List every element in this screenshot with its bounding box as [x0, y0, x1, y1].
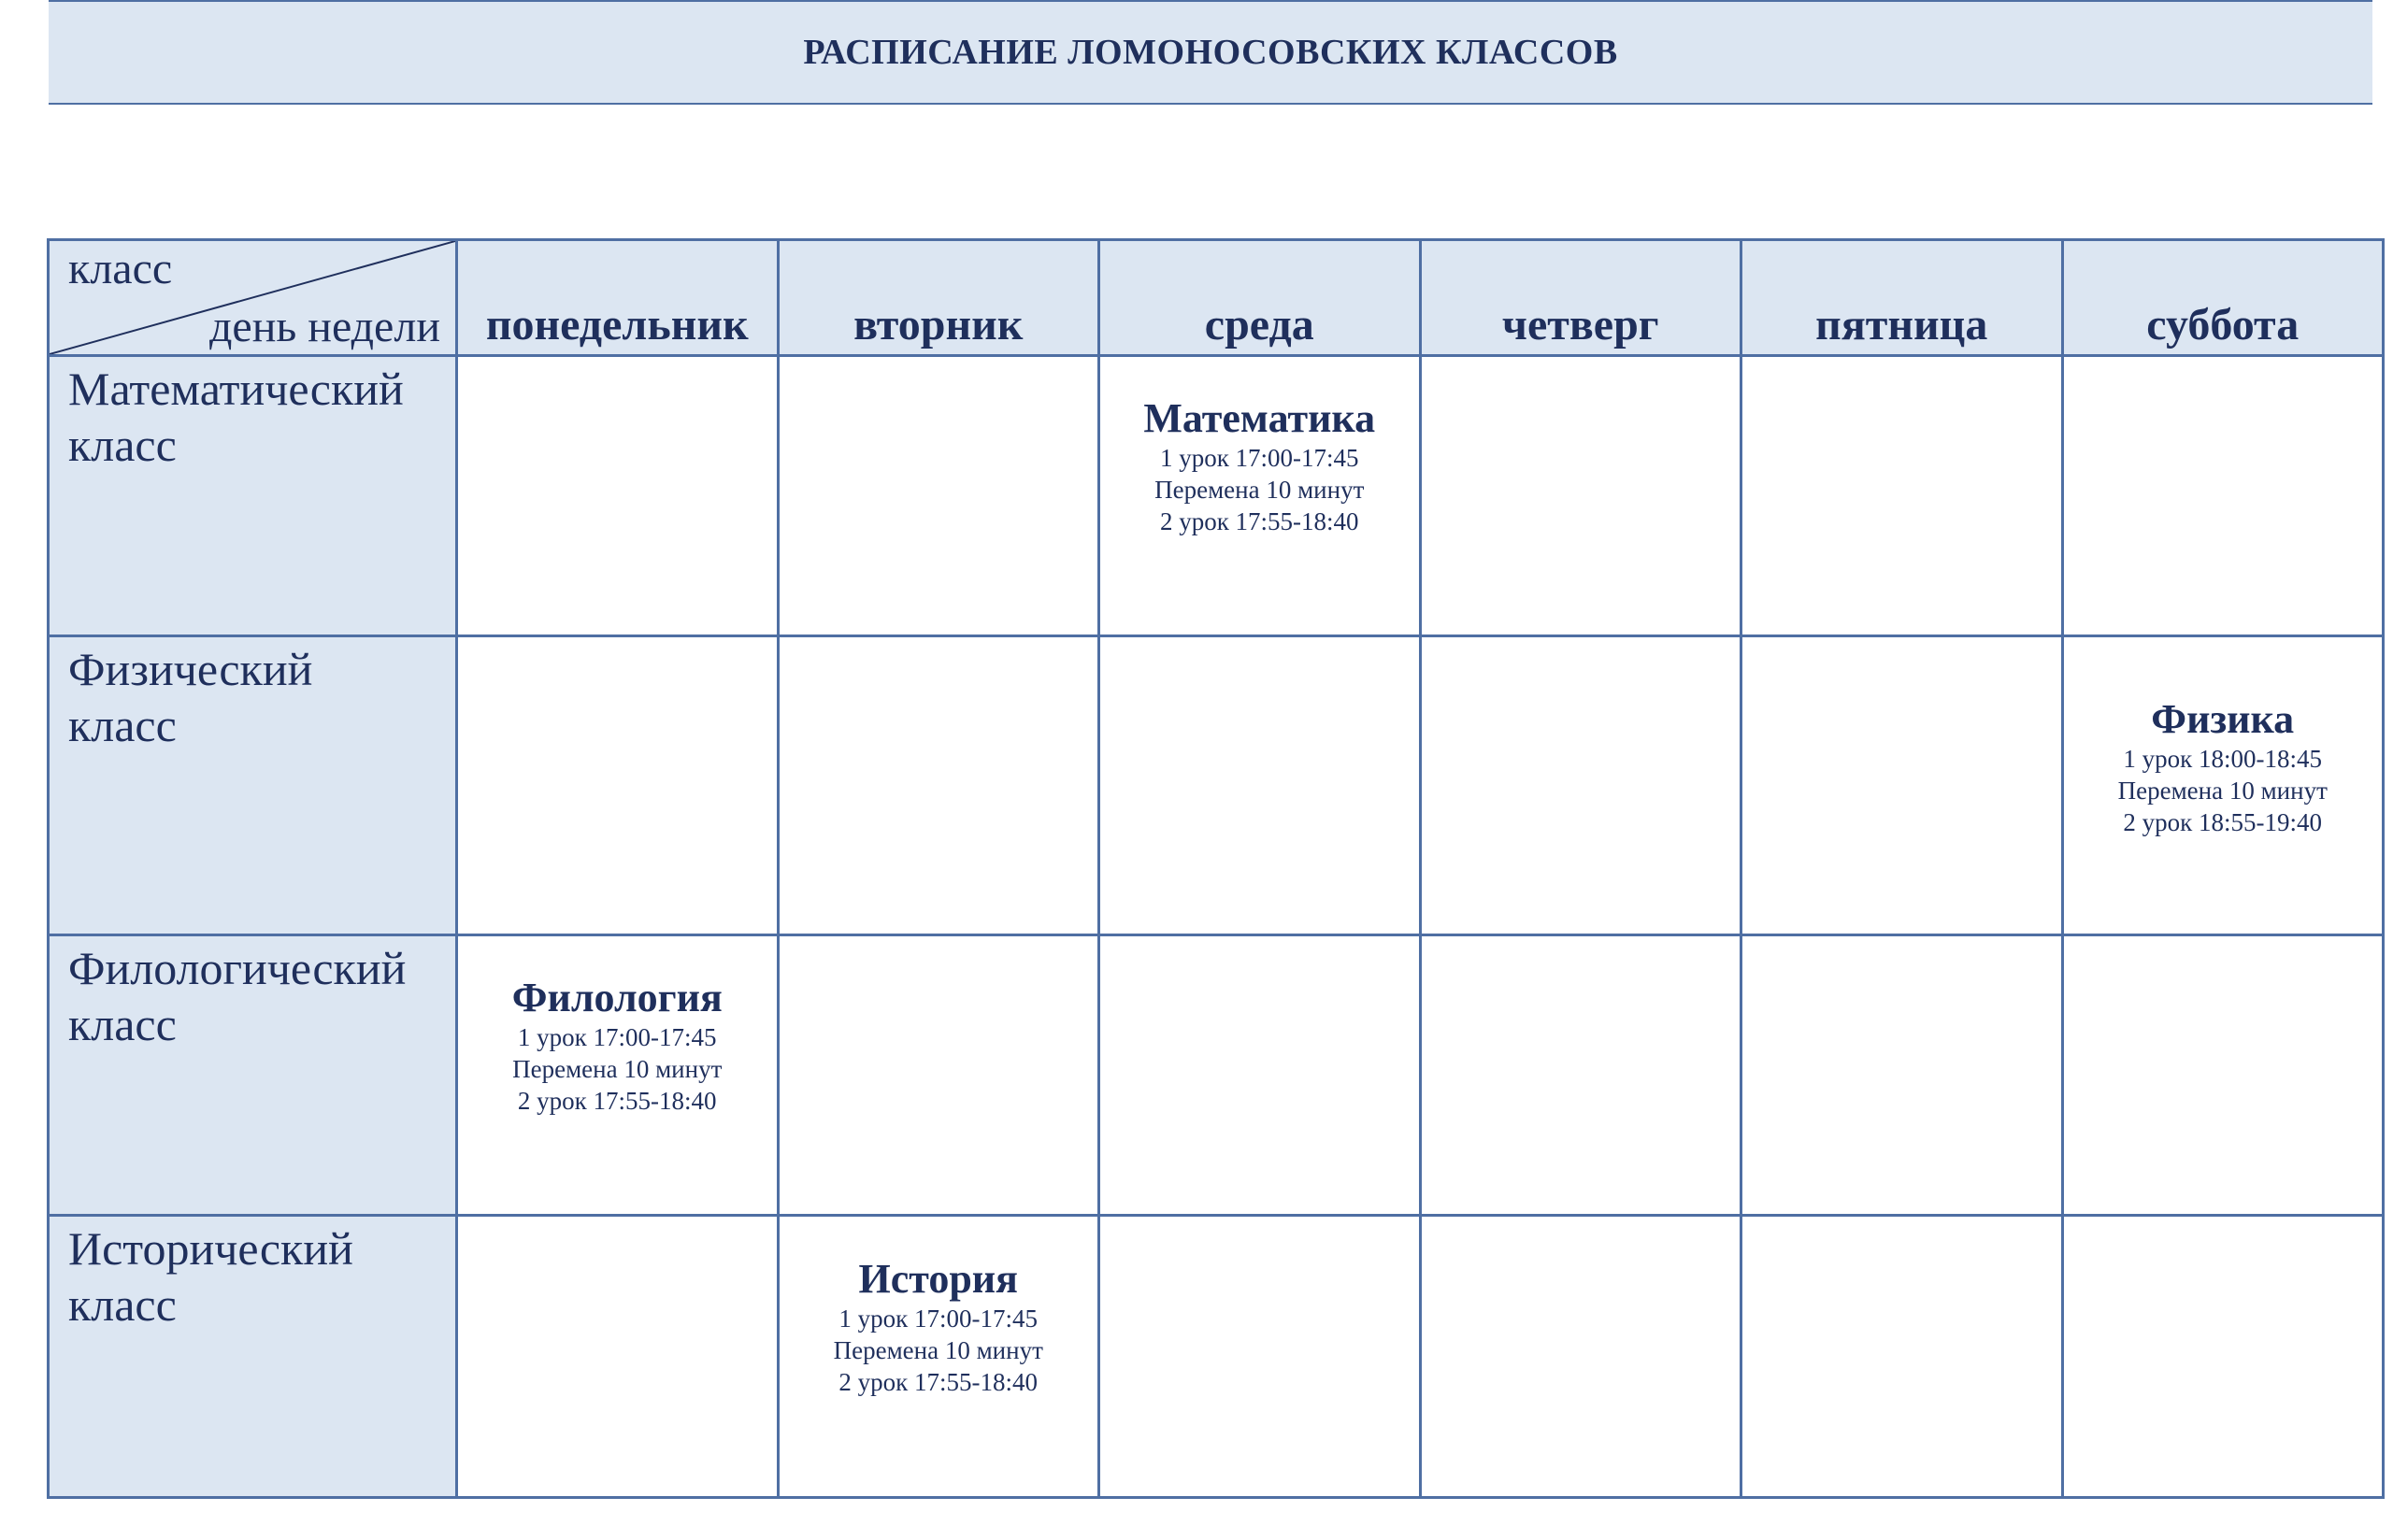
- lesson-line: Перемена 10 минут: [833, 1335, 1043, 1364]
- schedule-cell: [778, 356, 1099, 636]
- lesson-line: 1 урок 18:00-18:45: [2123, 744, 2323, 773]
- header-row: [49, 240, 2384, 356]
- corner-cell: [49, 240, 457, 356]
- schedule-cell: [457, 356, 779, 636]
- schedule-cell: [2062, 935, 2384, 1216]
- schedule-cell: [1741, 935, 2063, 1216]
- lesson-line: 2 урок 17:55-18:40: [1159, 506, 1359, 535]
- corner-class-label: класс: [68, 244, 173, 293]
- lesson-line: Перемена 10 минут: [1154, 475, 1365, 504]
- schedule-cell: [1099, 1216, 1421, 1498]
- row-label-line: класс: [68, 998, 177, 1050]
- schedule-cell: [2062, 1216, 2384, 1498]
- lesson-line: 1 урок 17:00-17:45: [517, 1022, 717, 1051]
- row-label-line: Физический: [68, 643, 313, 695]
- lesson-line: 1 урок 17:00-17:45: [838, 1304, 1039, 1333]
- row-label-line: Математический: [68, 363, 404, 415]
- lesson-line: 2 урок 17:55-18:40: [517, 1086, 717, 1115]
- day-header-tuesday: вторник: [778, 240, 1099, 356]
- row-label-line: класс: [68, 419, 177, 471]
- schedule-table: [47, 238, 2385, 1499]
- lesson-math: [1143, 395, 1375, 537]
- schedule-cell: [1099, 935, 1421, 1216]
- schedule-cell: [1741, 636, 2063, 935]
- schedule-cell: [1741, 1216, 2063, 1498]
- schedule-cell: [1420, 636, 1741, 935]
- lesson-subject: Физика: [2151, 695, 2295, 742]
- row-label-philology: [49, 935, 457, 1216]
- table-row: [49, 636, 2384, 935]
- lesson-philology: [512, 975, 723, 1117]
- lesson-line: 2 урок 17:55-18:40: [838, 1367, 1039, 1396]
- schedule-cell: [2062, 356, 2384, 636]
- lesson-physics: [2118, 696, 2328, 838]
- schedule-cell: [457, 636, 779, 935]
- lesson-subject: Математика: [1143, 394, 1376, 441]
- table-row: [49, 935, 2384, 1216]
- schedule-cell: [778, 1216, 1099, 1498]
- lesson-subject: История: [858, 1255, 1018, 1302]
- schedule-cell: [2062, 636, 2384, 935]
- row-label-math: [49, 356, 457, 636]
- row-label-line: Исторический: [68, 1222, 353, 1275]
- day-header-wednesday: среда: [1099, 240, 1421, 356]
- title-bar: [49, 0, 2372, 105]
- schedule-cell: [1420, 356, 1741, 636]
- schedule-cell: [778, 636, 1099, 935]
- row-label-physics: [49, 636, 457, 935]
- table-row: [49, 1216, 2384, 1498]
- schedule-cell: [1741, 356, 2063, 636]
- row-label-line: класс: [68, 1278, 177, 1331]
- day-header-saturday: суббота: [2062, 240, 2384, 356]
- row-label-line: Филологический: [68, 942, 407, 994]
- lesson-line: 2 урок 18:55-19:40: [2123, 807, 2323, 836]
- lesson-line: Перемена 10 минут: [512, 1054, 723, 1083]
- lesson-subject: Филология: [511, 974, 723, 1020]
- schedule-cell: [457, 935, 779, 1216]
- lesson-line: 1 урок 17:00-17:45: [1159, 443, 1359, 472]
- corner-day-label: день недели: [208, 302, 440, 351]
- schedule-cell: [1099, 636, 1421, 935]
- schedule-cell: [1099, 356, 1421, 636]
- day-header-thursday: четверг: [1420, 240, 1741, 356]
- schedule-cell: [457, 1216, 779, 1498]
- day-header-friday: пятница: [1741, 240, 2063, 356]
- table-row: [49, 356, 2384, 636]
- lesson-history: [834, 1256, 1043, 1398]
- row-label-history: [49, 1216, 457, 1498]
- lesson-line: Перемена 10 минут: [2117, 776, 2328, 805]
- schedule-cell: [1420, 1216, 1741, 1498]
- row-label-line: класс: [68, 699, 177, 751]
- schedule-cell: [1420, 935, 1741, 1216]
- day-header-monday: понедельник: [457, 240, 779, 356]
- schedule-cell: [778, 935, 1099, 1216]
- page-title: РАСПИСАНИЕ ЛОМОНОСОВСКИХ КЛАССОВ: [803, 33, 1618, 72]
